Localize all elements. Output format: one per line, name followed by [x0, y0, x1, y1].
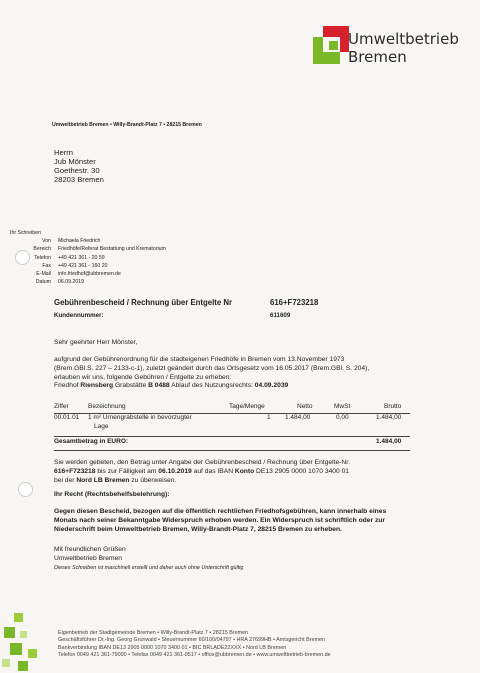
footer: Eigenbetrieb der Stadtgemeinde Bremen • Willy-Brandt-Platz 7 • 28215 Bremen Geschäftsführer Dr.-Ing. Georg Grunwald • Steuernummer 60/100/04797 • HRA 27699HB • Amtsgericht Bremen Bankverbindung IBAN DE13 2905 0000 1070 3400 01 • BIC BRLADE22XXX • Nord LB Bremen Telefon 0049 421 361-79000 • Telefax 0049 421 361-9517 • office@ubbremen.de • www.umweltbetrieb-bremen.de: [58, 630, 331, 659]
logo-line-2: Bremen: [348, 48, 407, 66]
punch-hole-bottom: [18, 482, 33, 497]
intro-line-3: erlauben wir uns, folgende Gebühren / Entgelte zu erheben:: [54, 373, 232, 381]
sender-line: Umweltbetrieb Bremen • Willy-Brandt-Platz 7 • 28215 Bremen: [52, 122, 202, 128]
customer-number-row: [54, 312, 291, 319]
table-total-row: [54, 438, 410, 447]
col-netto: Netto: [297, 403, 313, 410]
meta-header: Ihr Schreiben: [10, 230, 41, 236]
table-bottom-rule: [54, 450, 410, 451]
logo-square-green-small: [329, 41, 338, 50]
total-amount: 1.484,00: [376, 438, 402, 445]
payment-text: [54, 459, 424, 485]
closing-line-1: Mit freundlichen Grüßen: [54, 546, 126, 553]
punch-hole-top: [15, 250, 30, 265]
table-row-continued: Lage: [94, 423, 109, 430]
meta-row: Bereich Friedhöfe/Referat Bestattung und Krematorium: [33, 246, 166, 253]
footer-decor: [0, 605, 48, 673]
col-tage: Tage/Menge: [229, 403, 265, 410]
payment-line-1: Sie werden gebeten, den Betrag unter Angabe der Gebührenbescheid / Rechnung über Entgelte-Nr.: [54, 459, 350, 466]
document-title: [54, 298, 319, 307]
total-label: Gesamtbetrag in EURO:: [54, 438, 129, 445]
logo-text: [348, 30, 459, 66]
recipient-address: [54, 148, 104, 184]
invoice-number: 616+F723218: [270, 298, 319, 307]
col-mwst: MwSt: [334, 403, 351, 410]
table-total-rule: [54, 436, 410, 437]
meta-row: Von Michaela Friedrich: [42, 238, 101, 245]
meta-block: [8, 229, 166, 286]
recipient-line-2: Jub Mönster: [54, 157, 96, 166]
meta-row: E-Mail info.friedhof@ubbremen.de: [36, 271, 121, 278]
machine-note: Dieses Schreiben ist maschinell erstellt und daher auch ohne Unterschrift gültig: [54, 564, 244, 571]
logo-line-1: Umweltbetrieb: [348, 30, 459, 48]
rights-heading: Ihr Recht (Rechtsbehelfsbelehrung):: [54, 491, 170, 498]
payment-line-3: bei der Nord LB Bremen zu überweisen.: [54, 476, 177, 484]
intro-line-4: Friedhof Riensberg Grabstätte B 0488 Ablauf des Nutzungsrechts: 04.09.2039: [54, 382, 289, 390]
table-row: 00.01.01 1 m² Urnengrabstelle in bevorzugter 1 1.484,00 0,00 1.484,00: [54, 414, 402, 421]
fee-table: [54, 403, 410, 447]
title-label: Gebührenbescheid / Rechnung über Entgelte Nr: [54, 298, 233, 307]
meta-row: Fax +49 421 361 - 160 20: [42, 262, 108, 269]
salutation: Sehr geehrter Herr Mönster,: [54, 339, 138, 346]
meta-row: Telefon +49 421 361 - 20 59: [34, 254, 105, 261]
intro-line-2: (Brem.GBl.S. 227 – 2133-c-1), zuletzt geändert durch das Ortsgesetz vom 16.05.2017 (Brem.GBl. S. 204),: [54, 364, 370, 372]
recipient-line-1: Herrn: [54, 148, 73, 157]
meta-row: Datum 06.09.2019: [35, 279, 84, 286]
payment-line-2: 616+F723218 bis zur Fälligkeit am 06.10.2019 auf das IBAN Konto DE13 2905 0000 1070 3400 01: [54, 467, 350, 475]
intro-text: [54, 356, 424, 391]
customer-label: Kundennummer:: [54, 312, 104, 319]
closing: [54, 546, 424, 572]
intro-line-1: aufgrund der Gebührenordnung für die stadteigenen Friedhöfe in Bremen vom 13.November 1973: [54, 356, 345, 363]
customer-number: 611609: [270, 312, 291, 319]
table-header: [54, 403, 410, 412]
col-bezeichnung: Bezeichnung: [88, 403, 126, 410]
col-ziffer: Ziffer: [54, 403, 69, 410]
closing-line-2: Umweltbetrieb Bremen: [54, 554, 123, 562]
company-logo: [313, 26, 349, 64]
recipient-line-4: 28203 Bremen: [54, 175, 104, 184]
recipient-line-3: Goethestr. 30: [54, 166, 100, 175]
col-brutto: Brutto: [384, 403, 402, 410]
rights-text: Gegen diesen Bescheid, bezogen auf die öffentlich rechtlichen Friedhofsgebühren, kann innerhalb eines Monats nach seiner Bekanntgabe Widerspruch erhoben werden. Ein Widerspruch ist schriftlich oder zur Niederschrift beim Umweltbetrieb Bremen, Willy-Brandt-Platz 7, 28215 Bremen zu erheben.: [54, 508, 387, 533]
